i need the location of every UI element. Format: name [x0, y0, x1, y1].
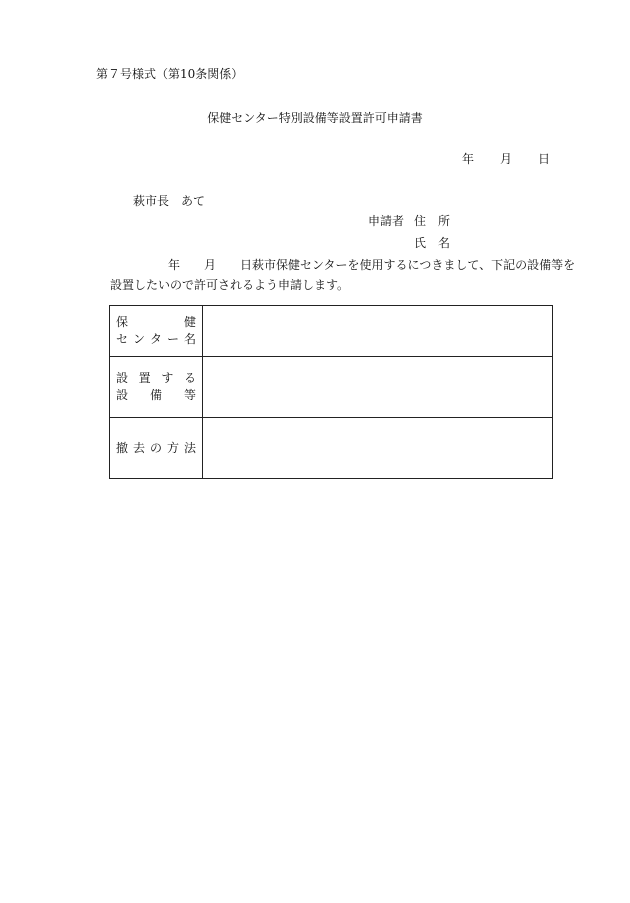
- label-line: セ ン タ ー 名: [116, 332, 196, 346]
- body-month-label: 月: [204, 258, 217, 272]
- health-center-name-field[interactable]: [203, 306, 553, 357]
- label-line: 保 健: [116, 315, 196, 329]
- name-label: 氏 名: [414, 236, 451, 250]
- body-text-line-1: [168, 258, 575, 272]
- label-line: 設 置 す る: [116, 371, 196, 385]
- body-line1-rest: 日萩市保健センターを使用するにつきまして、下記の設備等を: [240, 258, 576, 272]
- label-line: 設 備 等: [116, 388, 196, 402]
- equipment-to-install-field[interactable]: [203, 357, 553, 418]
- date-line: [462, 152, 550, 166]
- date-day-label: 日: [538, 152, 551, 166]
- date-month-label: 月: [500, 152, 513, 166]
- row-label-equipment-to-install: [110, 357, 203, 418]
- row-label-removal-method: [110, 418, 203, 479]
- row-label-health-center-name: [110, 306, 203, 357]
- label-line: 撤 去 の 方 法: [116, 440, 196, 455]
- body-year-label: 年: [168, 258, 181, 272]
- body-text-line-2: 設置したいので許可されるよう申請します。: [110, 278, 350, 292]
- table-row: [110, 306, 553, 357]
- addressee: 萩市長 あて: [133, 194, 206, 208]
- removal-method-field[interactable]: [203, 418, 553, 479]
- date-year-label: 年: [462, 152, 475, 166]
- table-row: [110, 357, 553, 418]
- applicant-name-line: [414, 236, 450, 250]
- form-number: 第７号様式（第10条関係）: [96, 67, 244, 81]
- applicant-address-line: [368, 214, 450, 228]
- document-title: 保健センター特別設備等設置許可申請書: [207, 111, 423, 125]
- address-label: 住 所: [414, 214, 451, 228]
- table-row: [110, 418, 553, 479]
- applicant-label: 申請者: [368, 214, 405, 228]
- application-details-table: [109, 305, 553, 479]
